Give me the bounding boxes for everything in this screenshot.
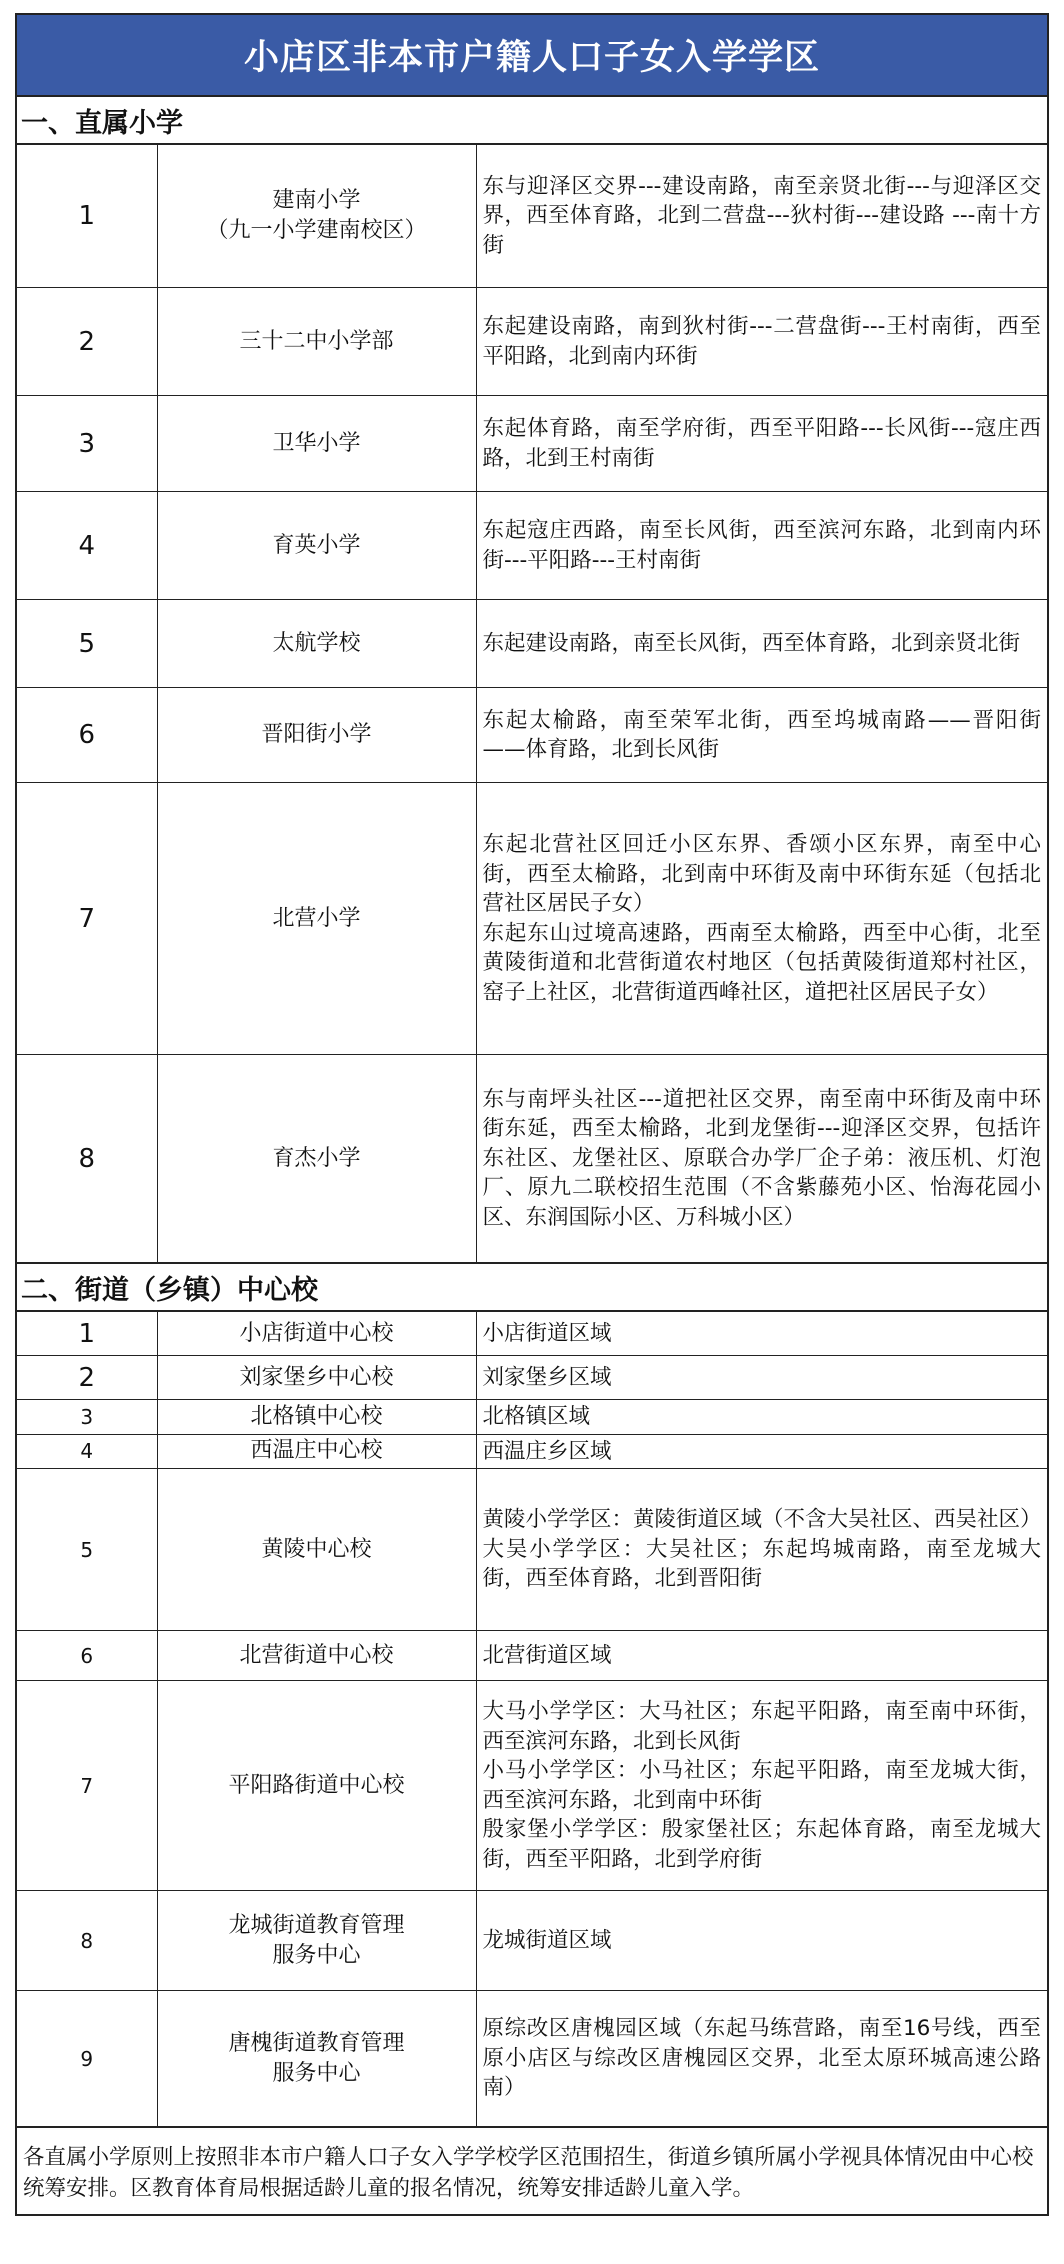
school-name [157,492,476,600]
district-area [476,1312,1047,1356]
row-number: 2 [17,1356,157,1400]
school-name-line: 刘家堡乡中心校 [239,1364,394,1390]
school-name-line: 黄陵中心校 [261,1536,372,1562]
table-row [17,396,1047,492]
row-number: 7 [17,783,157,1055]
district-area-text: 大马小学学区：大马社区；东起平阳路，南至南中环街，西至滨河东路，北到长风街 [482,1699,1041,1754]
row-number: 5 [17,600,157,688]
school-name-line: 北格镇中心校 [250,1403,383,1429]
district-area-text: 小马小学学区：小马社区；东起平阳路，南至龙城大街，西至滨河东路，北到南中环街 [482,1758,1041,1813]
district-area [476,492,1047,600]
district-area [476,145,1047,288]
district-area-text: 原综改区唐槐园区域（东起马练营路，南至16号线，西至原小店区与综改区唐槐园区交界，北至太原环城高速公路南） [482,2016,1041,2101]
enrollment-district-table [15,13,1049,2216]
school-name [157,1356,476,1400]
table-row [17,1312,1047,1356]
table-row [17,1469,1047,1631]
school-name-line: （九一小学建南校区） [206,218,427,243]
district-area-text: 北营街道区域 [482,1642,612,1668]
table-row [17,492,1047,600]
school-name [157,688,476,783]
street-center-table [17,1311,1047,2127]
table-row [17,688,1047,783]
district-area [476,783,1047,1055]
table-row [17,1055,1047,1263]
school-name [157,600,476,688]
school-name-line: 三十二中小学部 [239,328,394,354]
school-name [157,1434,476,1469]
school-name-line: 太航学校 [272,630,361,656]
school-name-line: 龙城街道教育管理 [228,1912,405,1938]
district-area-text: 东起建设南路，南至长风街，西至体育路，北到亲贤北街 [482,630,1021,656]
school-name-line: 育杰小学 [272,1145,361,1171]
district-area-text: 大吴小学学区：大吴社区；东起坞城南路，南至龙城大街，西至体育路，北到晋阳街 [482,1536,1041,1592]
school-name-line: 卫华小学 [272,430,361,456]
district-area-text: 东起北营社区回迁小区东界、香颂小区东界，南至中心街，西至太榆路，北到南中环街及南中环街东延（包括北营社区居民子女） [482,832,1041,916]
table-row [17,1681,1047,1891]
row-number: 7 [17,1681,157,1891]
table-row [17,600,1047,688]
district-area-text: 东起建设南路，南到狄村街---二营盘街---王村南街，西至平阳路，北到南内环街 [482,314,1041,369]
district-area-text: 龙城街道区域 [482,1927,612,1953]
row-number: 3 [17,1400,157,1435]
school-name-line: 小店街道中心校 [239,1320,394,1346]
school-name [157,1055,476,1263]
district-area [476,1681,1047,1891]
table-row [17,145,1047,288]
school-name [157,783,476,1055]
district-area [476,1400,1047,1435]
school-name-line: 服务中心 [272,2060,361,2086]
table-row [17,1991,1047,2127]
district-area-text: 东起太榆路，南至荣军北街，西至坞城南路——晋阳街——体育路，北到长风街 [482,707,1041,762]
district-area-text: 西温庄乡区域 [482,1438,612,1464]
district-area-text: 东起东山过境高速路，西南至太榆路，西至中心街，北至黄陵街道和北营街道农村地区（包括黄陵街道郑村社区，窑子上社区，北营街道西峰社区，道把社区居民子女） [482,920,1041,1005]
district-area-text: 小店街道区域 [482,1320,612,1346]
district-area [476,688,1047,783]
row-number: 9 [17,1991,157,2127]
row-number: 1 [17,1312,157,1356]
school-name [157,145,476,288]
school-name [157,1991,476,2127]
school-name-line: 育英小学 [272,532,361,558]
district-area-text: 刘家堡乡区域 [482,1364,612,1390]
district-area-text: 东与迎泽区交界---建设南路，南至亲贤北街---与迎泽区交界，西至体育路，北到二营盘---狄村街---建设路 ---南十方街 [482,173,1041,258]
table-row [17,1631,1047,1681]
district-area [476,600,1047,688]
school-name-line: 晋阳街小学 [261,722,372,747]
direct-primary-table [17,144,1047,1263]
row-number: 6 [17,1631,157,1681]
section-heading-street-centers: 二、街道（乡镇）中心校 [17,1263,1047,1311]
school-name-line: 建南小学 [272,188,361,213]
district-area [476,1055,1047,1263]
district-area [476,1991,1047,2127]
table-row [17,1434,1047,1469]
district-area [476,288,1047,396]
district-area-text: 东起体育路，南至学府街，西至平阳路---长风街---寇庄西路，北到王村南街 [482,416,1041,471]
school-name-line: 北营街道中心校 [239,1642,394,1668]
district-area [476,1469,1047,1631]
school-name-line: 平阳路街道中心校 [228,1772,405,1798]
school-name [157,1631,476,1681]
row-number: 6 [17,688,157,783]
row-number: 5 [17,1469,157,1631]
footer-note: 各直属小学原则上按照非本市户籍人口子女入学学校学区范围招生，街道乡镇所属小学视具体情况由中心校统筹安排。区教育体育局根据适龄儿童的报名情况，统筹安排适龄儿童入学。 [17,2127,1047,2214]
school-name-line: 北营小学 [272,905,361,931]
district-area-text: 北格镇区域 [482,1404,591,1429]
district-area-text: 东起寇庄西路，南至长风街，西至滨河东路，北到南内环街---平阳路---王村南街 [482,518,1041,573]
school-name [157,288,476,396]
row-number: 2 [17,288,157,396]
table-row [17,783,1047,1055]
school-name [157,1400,476,1435]
school-name [157,1469,476,1631]
row-number: 4 [17,492,157,600]
school-name-line: 服务中心 [272,1942,361,1968]
page-title: 小店区非本市户籍人口子女入学学区 [17,15,1047,97]
district-area [476,1631,1047,1681]
school-name [157,1312,476,1356]
table-row [17,1891,1047,1991]
school-name [157,1681,476,1891]
row-number: 1 [17,145,157,288]
district-area [476,1356,1047,1400]
section-heading-direct-primary: 一、直属小学 [17,97,1047,144]
school-name [157,1891,476,1991]
district-area [476,1891,1047,1991]
school-name-line: 唐槐街道教育管理 [228,2030,405,2056]
school-name [157,396,476,492]
table-row [17,1400,1047,1435]
row-number: 8 [17,1891,157,1991]
district-area-text: 黄陵小学学区：黄陵街道区域（不含大吴社区、西吴社区） [482,1507,1042,1533]
table-row [17,1356,1047,1400]
row-number: 3 [17,396,157,492]
district-area [476,1434,1047,1469]
row-number: 4 [17,1434,157,1469]
district-area-text: 东与南坪头社区---道把社区交界，南至南中环街及南中环街东延，西至太榆路，北到龙堡街---迎泽区交界，包括许东社区、龙堡社区、原联合办学厂企子弟：液压机、灯泡厂、原九二联校招生范围（不含紫藤苑小区、怡海花园小区、东润国际小区、万科城小区） [482,1086,1041,1230]
district-area-text: 殷家堡小学学区：殷家堡社区；东起体育路，南至龙城大街，西至平阳路，北到学府街 [482,1817,1041,1872]
row-number: 8 [17,1055,157,1263]
district-area [476,396,1047,492]
school-name-line: 西温庄中心校 [250,1438,383,1464]
table-row [17,288,1047,396]
